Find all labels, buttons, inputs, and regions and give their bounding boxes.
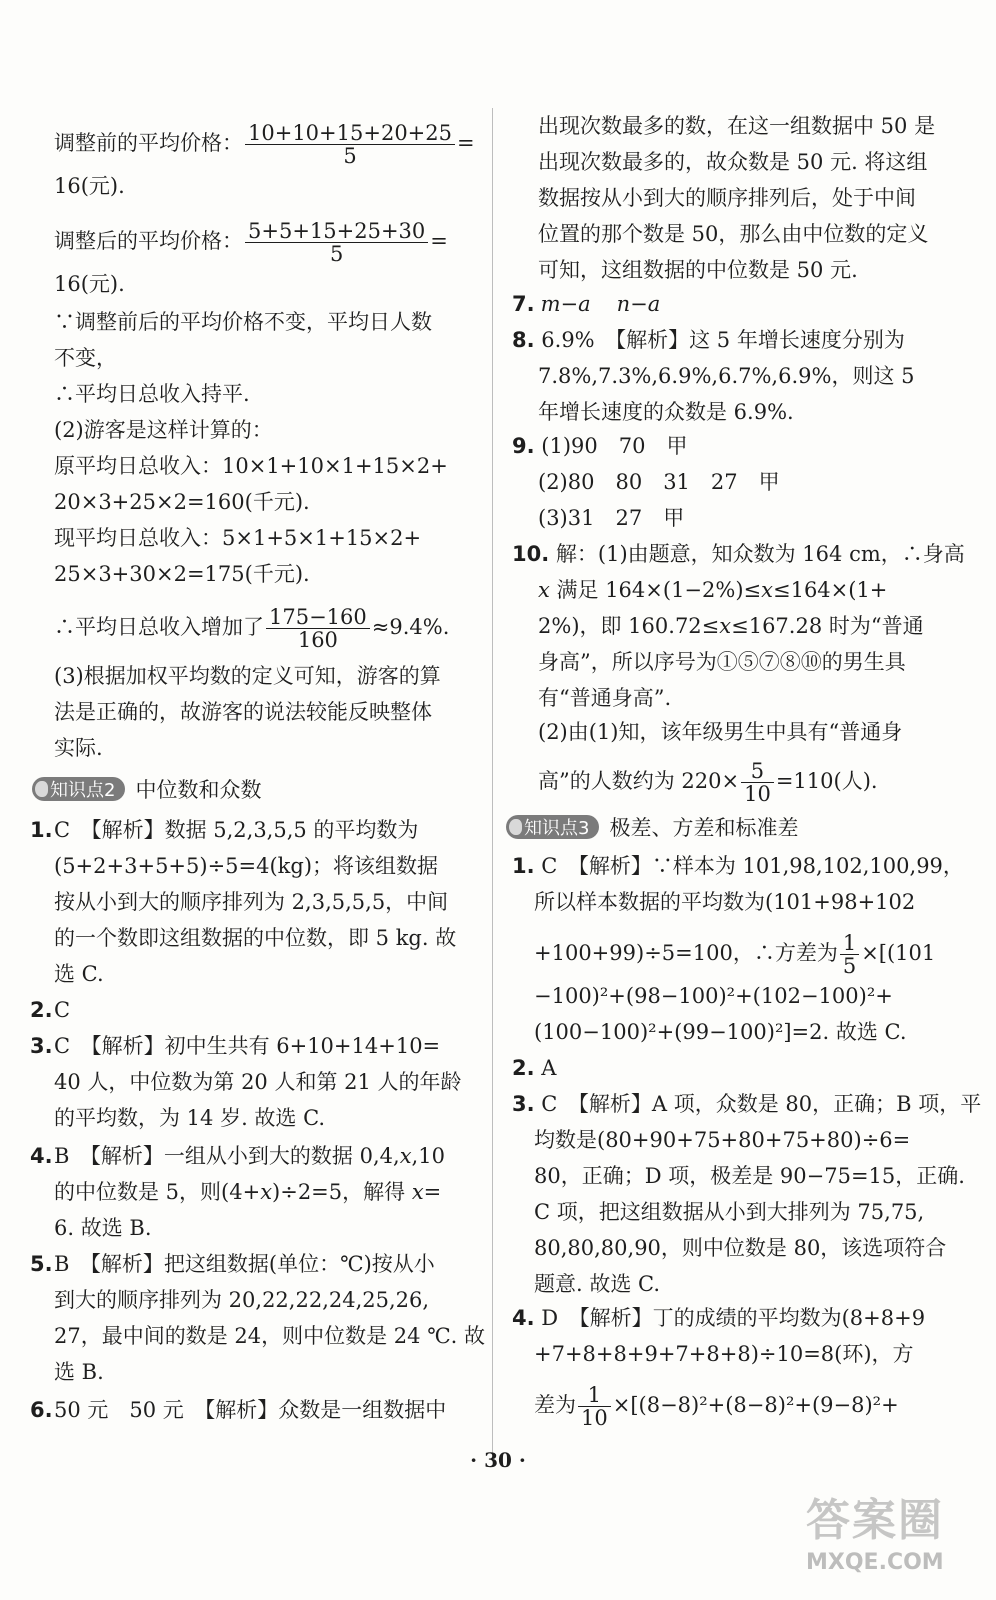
line: 原平均日总收入：10×1+10×1+15×2+ bbox=[54, 454, 448, 478]
line: 50 元 50 元 【解析】众数是一组数据中 bbox=[54, 1398, 447, 1422]
line: 的一个数即这组数据的中位数，即 5 kg. 故 bbox=[54, 926, 457, 950]
line: 6. 故选 B. bbox=[54, 1216, 152, 1240]
knowledge-point-badge: 知识点3 bbox=[506, 815, 599, 839]
line: 选 B. bbox=[54, 1360, 104, 1384]
line: +7+8+8+9+7+8+8)÷10=8(环)，方 bbox=[534, 1342, 914, 1366]
fraction: $\frac{5}{10}$ bbox=[741, 760, 774, 805]
watermark-logo: 答案圈 bbox=[806, 1495, 944, 1546]
answer-number: 4. bbox=[30, 1144, 53, 1168]
line: 年增长速度的众数是 6.9%. bbox=[538, 400, 794, 424]
line: (5+2+3+5+5)÷5=4(kg)；将该组数据 bbox=[54, 854, 439, 878]
answer-number: 3. bbox=[30, 1034, 53, 1058]
line: C 【解析】初中生共有 6+10+14+10= bbox=[54, 1034, 441, 1058]
line: 3. C 【解析】A 项，众数是 80，正确；B 项，平 bbox=[512, 1092, 982, 1116]
line: C bbox=[54, 998, 71, 1022]
line: 8. 6.9% 【解析】这 5 年增长速度分别为 bbox=[512, 328, 905, 352]
watermark bbox=[806, 1484, 976, 1580]
line: 数据按从小到大的顺序排列后，处于中间 bbox=[538, 186, 916, 210]
line: 按从小到大的顺序排列为 2,3,5,5,5，中间 bbox=[54, 890, 449, 914]
line: 所以样本数据的平均数为(101+98+102 bbox=[534, 890, 916, 914]
line: 16(元). bbox=[54, 174, 125, 198]
line: C 项，把这组数据从小到大排列为 75,75, bbox=[534, 1200, 925, 1224]
answer-number: 5. bbox=[30, 1252, 53, 1276]
line: B 【解析】一组从小到大的数据 0,4,x,10 bbox=[54, 1144, 445, 1168]
line: 25×3+30×2=175(千元). bbox=[54, 562, 310, 586]
line: −100)²+(98−100)²+(102−100)²+ bbox=[534, 984, 893, 1008]
line: 4. D 【解析】丁的成绩的平均数为(8+8+9 bbox=[512, 1306, 926, 1330]
line: 1. C 【解析】∵样本为 101,98,102,100,99， bbox=[512, 854, 964, 878]
line: 到大的顺序排列为 20,22,22,24,25,26, bbox=[54, 1288, 430, 1312]
line: 位置的那个数是 50，那么由中位数的定义 bbox=[538, 222, 929, 246]
line: 不变， bbox=[54, 346, 117, 370]
line: 27，最中间的数是 24，则中位数是 24 ℃. 故 bbox=[54, 1324, 486, 1348]
line: 可知，这组数据的中位数是 50 元. bbox=[538, 258, 858, 282]
line: 选 C. bbox=[54, 962, 104, 986]
line: 法是正确的，故游客的说法较能反映整体 bbox=[54, 700, 432, 724]
fraction: $\frac{175-160}{160}$ bbox=[266, 606, 370, 651]
line: 有“普通身高”. bbox=[538, 686, 672, 710]
line: 2%)，即 160.72≤x≤167.28 时为“普通 bbox=[538, 614, 924, 638]
line: 7.8%,7.3%,6.9%,6.7%,6.9%，则这 5 bbox=[538, 364, 915, 388]
line: (100−100)²+(99−100)²]=2. 故选 C. bbox=[534, 1020, 907, 1044]
line: C 【解析】数据 5,2,3,5,5 的平均数为 bbox=[54, 818, 419, 842]
line: (3)根据加权平均数的定义可知，游客的算 bbox=[54, 664, 441, 688]
line: (2)游客是这样计算的： bbox=[54, 418, 273, 442]
line: 7. m−a n−a bbox=[512, 292, 661, 316]
line: 身高”，所以序号为①⑤⑦⑧⑩的男生具 bbox=[538, 650, 906, 674]
answer-number: 6. bbox=[30, 1398, 53, 1422]
column-divider bbox=[492, 108, 493, 1458]
line: 80，正确；D 项，极差是 90−75=15，正确. bbox=[534, 1164, 965, 1188]
line: 调整前的平均价格： $\frac{10+10+15+20+25}{5}$ = bbox=[54, 121, 475, 168]
watermark-url: MXQE.COM bbox=[806, 1550, 944, 1575]
line: (2)80 80 31 27 甲 bbox=[538, 470, 780, 494]
line: 调整后的平均价格： $\frac{5+5+15+25+30}{5}$ = bbox=[54, 219, 448, 266]
line: 80,80,80,90，则中位数是 80，该选项符合 bbox=[534, 1236, 947, 1260]
line: x 满足 164×(1−2%)≤x≤164×(1+ bbox=[538, 578, 888, 602]
fraction: $\frac{1}{5}$ bbox=[840, 932, 859, 977]
line: ∴平均日总收入持平. bbox=[54, 382, 250, 406]
line: 10. 解：(1)由题意，知众数为 164 cm，∴身高 bbox=[512, 542, 965, 566]
line: 的中位数是 5，则(4+x)÷2=5，解得 x= bbox=[54, 1180, 442, 1204]
line: 实际. bbox=[54, 736, 103, 760]
line: 出现次数最多的数，在这一组数据中 50 是 bbox=[538, 114, 936, 138]
line: 现平均日总收入：5×1+5×1+15×2+ bbox=[54, 526, 422, 550]
line: (2)由(1)知，该年级男生中具有“普通身 bbox=[538, 720, 903, 744]
knowledge-point-title: 极差、方差和标准差 bbox=[609, 816, 799, 840]
knowledge-point-heading bbox=[506, 812, 798, 842]
line: 差为 $\frac{1}{10}$ ×[(8−8)²+(8−8)²+(9−8)²+ bbox=[534, 1383, 899, 1430]
line: 20×3+25×2=160(千元). bbox=[54, 490, 310, 514]
fraction: $\frac{10+10+15+20+25}{5}$ bbox=[245, 122, 455, 167]
line: 2. A bbox=[512, 1056, 557, 1080]
line: 出现次数最多的，故众数是 50 元. 将这组 bbox=[538, 150, 928, 174]
line: B 【解析】把这组数据(单位：℃)按从小 bbox=[54, 1252, 435, 1276]
fraction: $\frac{1}{10}$ bbox=[578, 1384, 611, 1429]
line: 均数是(80+90+75+80+75+80)÷6= bbox=[534, 1128, 911, 1152]
fraction: $\frac{5+5+15+25+30}{5}$ bbox=[245, 220, 428, 265]
page-number: · 30 · bbox=[470, 1448, 526, 1472]
line: 高”的人数约为 220× $\frac{5}{10}$ =110(人). bbox=[538, 759, 878, 806]
line: (3)31 27 甲 bbox=[538, 506, 685, 530]
answer-number: 1. bbox=[30, 818, 53, 842]
knowledge-point-title: 中位数和众数 bbox=[135, 778, 262, 802]
line: 的平均数，为 14 岁. 故选 C. bbox=[54, 1106, 326, 1130]
knowledge-point-badge: 知识点2 bbox=[32, 777, 125, 801]
line: 9. (1)90 70 甲 bbox=[512, 434, 688, 458]
line: 40 人，中位数为第 20 人和第 21 人的年龄 bbox=[54, 1070, 462, 1094]
answer-number: 2. bbox=[30, 998, 53, 1022]
line: +100+99)÷5=100，∴方差为 $\frac{1}{5}$ ×[(101 bbox=[534, 931, 936, 978]
line: 题意. 故选 C. bbox=[534, 1272, 661, 1296]
line: ∵调整前后的平均价格不变，平均日人数 bbox=[54, 310, 432, 334]
line: 16(元). bbox=[54, 272, 125, 296]
knowledge-point-heading bbox=[32, 774, 261, 804]
line: ∴平均日总收入增加了 $\frac{175-160}{160}$ ≈9.4%. bbox=[54, 605, 450, 652]
